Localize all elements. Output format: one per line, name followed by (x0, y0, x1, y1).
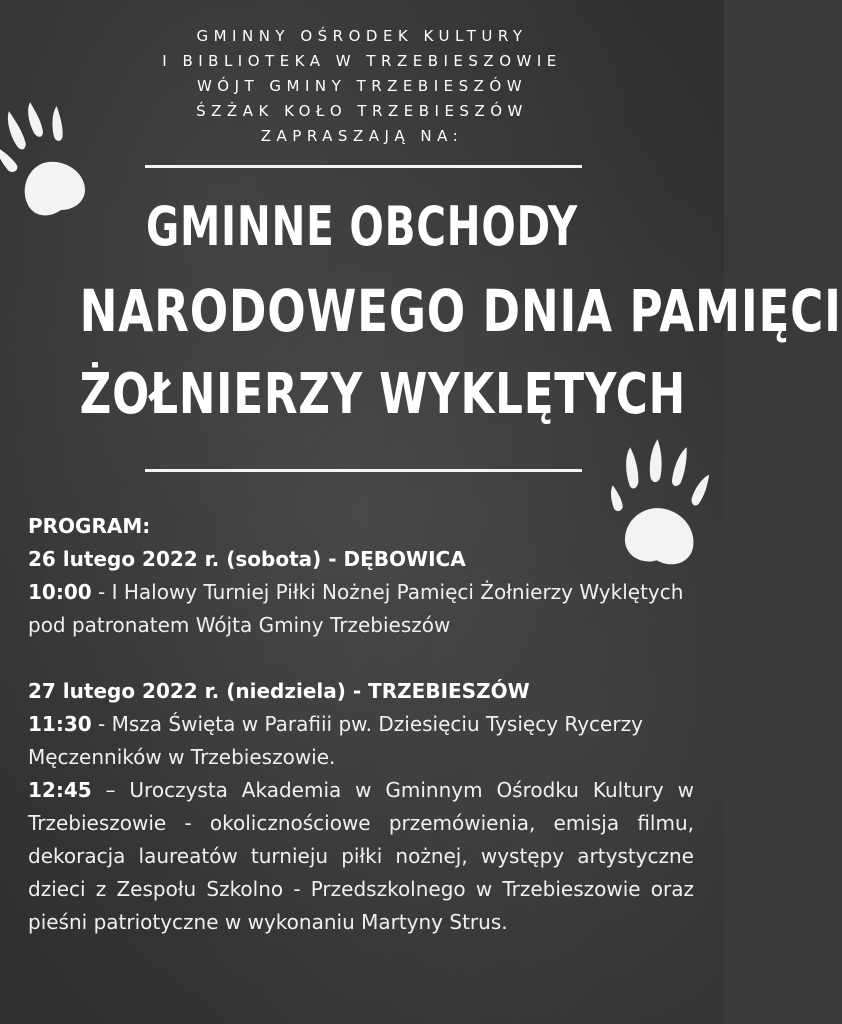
program-section (28, 510, 694, 939)
title-line-1: GMINNE OBCHODY (145, 195, 579, 258)
event-title (0, 185, 842, 437)
event-description: - I Halowy Turniej Piłki Nożnej Pamięci Żołnierzy Wyklętych pod patronatem Wójta Gminy Trzebieszów (28, 580, 684, 637)
organizer-line: GMINNY OŚRODEK KULTURY (196, 27, 528, 45)
day-2-date: 27 lutego 2022 r. (niedziela) - TRZEBIESZÓW (28, 679, 530, 703)
event-time: 10:00 (28, 580, 92, 604)
day-1-date: 26 lutego 2022 r. (sobota) - DĘBOWICA (28, 547, 466, 571)
event-description: - Msza Święta w Parafiii pw. Dziesięciu Tysięcy Rycerzy Męczenników w Trzebieszowie. (28, 712, 643, 769)
invitation-line: ZAPRASZAJĄ NA: (260, 127, 464, 145)
title-line-3: ŻOŁNIERZY WYKLĘTYCH (79, 362, 686, 427)
program-heading: PROGRAM: (28, 514, 151, 538)
spacer (28, 642, 694, 675)
organizer-line: I BIBLIOTEKA W TRZEBIESZOWIE (162, 52, 562, 70)
organizer-line: ŚZŻAK KOŁO TRZEBIESZÓW (196, 102, 528, 120)
event-description: – Uroczysta Akademia w Gminnym Ośrodku Kultury w Trzebieszowie - okolicznościowe przemówienia, emisja filmu, dekoracja laureatów turnieju piłki nożnej, występy artystyczne dzieci z Zespołu Szkolno - Przedszkolnego w Trzebieszowie oraz pieśni patriotyczne w wykonaniu Martyny Strus. (28, 778, 694, 934)
event-item (28, 576, 694, 642)
event-item (28, 774, 694, 939)
organizers-block (0, 24, 724, 149)
event-item (28, 708, 694, 774)
divider-top (145, 165, 582, 168)
divider-bottom (145, 469, 582, 472)
event-time: 11:30 (28, 712, 92, 736)
title-line-2: NARODOWEGO DNIA PAMIĘCI (79, 277, 842, 345)
organizer-line: WÓJT GMINY TRZEBIESZÓW (196, 77, 528, 95)
event-time: 12:45 (28, 778, 92, 802)
